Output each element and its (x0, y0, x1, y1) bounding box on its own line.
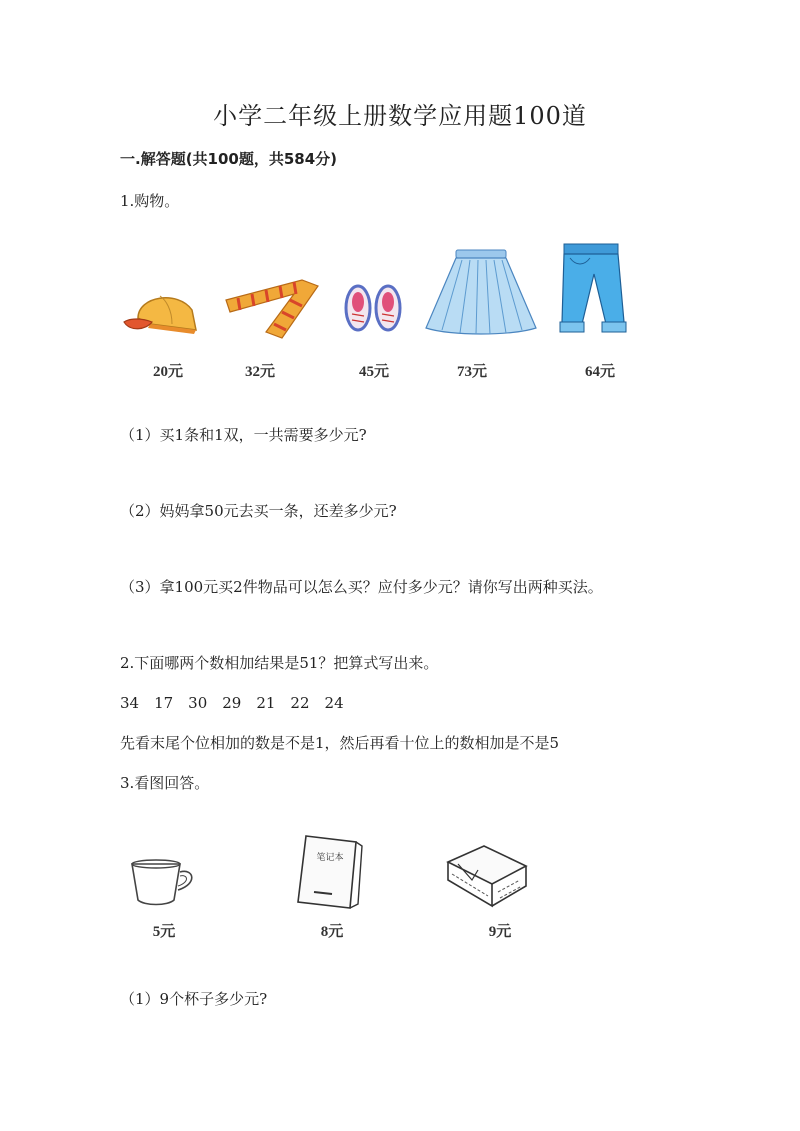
price-label: 45元 (358, 364, 389, 380)
cap-icon (120, 288, 200, 338)
question-3-label: 3.看图回答。 (120, 774, 210, 792)
question-3-sub-1: （1）9个杯子多少元? (120, 990, 268, 1008)
notebook-cover-text: 笔记本 (316, 853, 344, 863)
price-label: 8元 (320, 924, 344, 940)
cup-icon (128, 856, 200, 908)
question-2-numbers: 34 17 30 29 21 22 24 (120, 694, 344, 712)
price-label: 73元 (456, 364, 487, 380)
price-label: 5元 (152, 924, 176, 940)
price-label: 32元 (244, 364, 275, 380)
notebook-icon (292, 832, 364, 912)
question-2-hint: 先看末尾个位相加的数是不是1，然后再看十位上的数相加是不是5 (120, 734, 560, 752)
scarf-icon (222, 272, 322, 342)
jeans-icon (554, 240, 630, 338)
price-label: 64元 (584, 364, 615, 380)
pencil-box-icon (444, 840, 532, 914)
question-1-sub-1: （1）买1条和1双，一共需要多少元? (120, 426, 367, 444)
question-1-sub-2: （2）妈妈拿50元去买一条，还差多少元? (120, 502, 397, 520)
price-label: 20元 (152, 364, 183, 380)
skirt-icon (422, 248, 540, 338)
question-1-label: 1.购物。 (120, 192, 180, 210)
page-title: 小学二年级上册数学应用题100道 (213, 102, 587, 130)
price-label: 9元 (488, 924, 512, 940)
question-2-label: 2.下面哪两个数相加结果是51？把算式写出来。 (120, 654, 439, 672)
question-1-sub-3: （3）拿100元买2件物品可以怎么买？应付多少元？请你写出两种买法。 (120, 578, 603, 596)
section-heading: 一.解答题(共100题，共584分) (120, 150, 338, 168)
shoes-icon (340, 282, 406, 334)
